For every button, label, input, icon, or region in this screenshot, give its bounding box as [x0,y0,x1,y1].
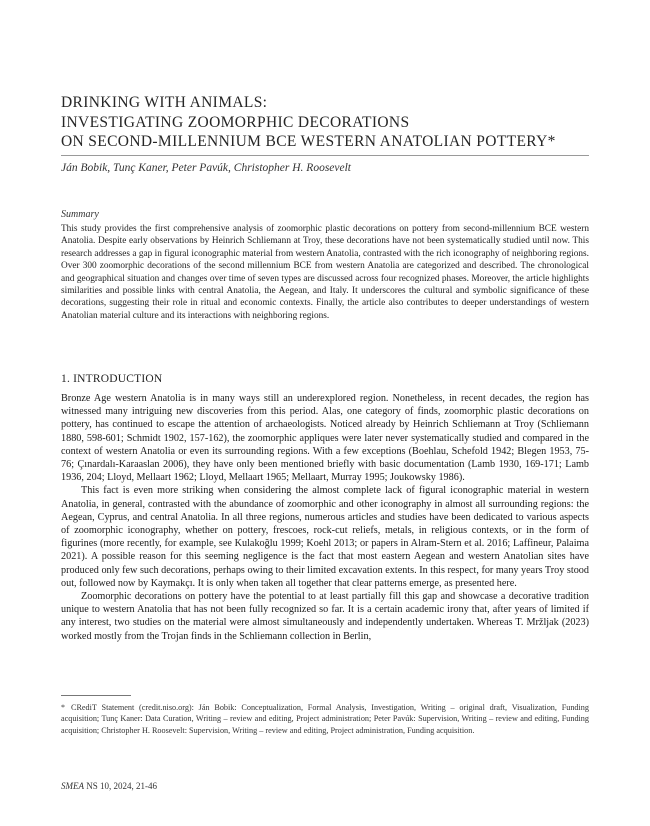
footnote-divider [61,695,131,696]
article-title [61,93,589,152]
summary-text: This study provides the first comprehensive analysis of zoomorphic plastic decorations on pottery from second-millennium BCE western Anatolia. Despite early observations by Heinrich Schliemann at Troy, these decorations have not been systematically studied until now. This research addresses a gap in figural iconographic material from western Anatolia, contrasted with the rich iconography of neighboring regions. Over 300 zoomorphic decorations of the second millennium BCE from western Anatolia are categorized and described. The chronological and geographical situation and changes over time of seven types are discussed across four recognized phases. Moreover, the article highlights similarities and possible links with central Anatolia, the Aegean, and Italy. It underscores the cultural and symbolic significance of these decorations, suggesting their role in ritual and economic contexts. Finally, the article also contributes to deeper understandings of western Anatolian material culture and its interactions with neighboring regions. [61,224,589,321]
title-line-1: DRINKING WITH ANIMALS: [61,94,268,111]
body-paragraph-3: Zoomorphic decorations on pottery have the potential to at least partially fill this gap and showcase a decorative tradition unique to western Anatolia that has not been fully recognized so far. It is a certain academic irony that, after years of limited if any interest, two studies on the material were almost simultaneously and independently undertaken. Whereas T. Mržljak (2023) worked mostly from the Trojan finds in the Schliemann collection in Berlin, [61,591,589,642]
title-line-3: ON SECOND-MILLENNIUM BCE WESTERN ANATOLIAN POTTERY* [61,133,556,150]
author-list: Ján Bobik, Tunç Kaner, Peter Pavúk, Christopher H. Roosevelt [61,162,352,174]
footnote-text: CRediT Statement (credit.niso.org): Ján Bobik: Conceptualization, Formal Analysis, Investigation, Writing – original draft, Visualization, Funding acquisition; Tunç Kaner: Data Curation, Writing – review and editing, Project administration; Peter Pavúk: Supervision, Writing – review and editing, Funding acquisition; Christopher H. Roosevelt: Supervision, Writing – review and editing, Project administration, Funding acquisition. [61,703,589,735]
page-footer [61,781,157,791]
title-divider [61,155,589,156]
footnote [61,702,589,736]
body-text [61,392,589,643]
footnote-mark: * [61,703,65,712]
body-paragraph-1: Bronze Age western Anatolia is in many ways still an underexplored region. Nonetheless, in recent decades, the region has witnessed many intriguing new discoveries from this period. Alas, one category of finds, zoomorphic plastic decorations on pottery, has continued to escape the attention of archaeologists. Noticed already by Heinrich Schliemann at Troy (Schliemann 1880, 598-601; Schmidt 1902, 157-162), the zoomorphic appliques were later never systematically studied and compared in the context of western Anatolia or even its surrounding regions. With a few exceptions (Boehlau, Schefold 1942; Blegen 1953, 75-76; Çınardalı-Karaaslan 2006), they have only been mentioned briefly with basic documentation (Lamb 1930, 169-171; Lamb 1936, 204; Lloyd, Mellaart 1962; Lloyd, Mellaart 1965; Mellaart, Murray 1995; Joukowsky 1986). [61,393,589,484]
summary-label: Summary [61,209,99,220]
journal-name: SMEA [61,781,84,791]
title-line-2: INVESTIGATING ZOOMORPHIC DECORATIONS [61,113,410,131]
journal-citation: NS 10, 2024, 21-46 [84,781,158,791]
body-paragraph-2: This fact is even more striking when considering the almost complete lack of figural iconographic material in western Anatolia, in general, contrasted with the abundance of zoomorphic and other iconography in almost all surrounding regions: the Aegean, Cyprus, and central Anatolia. In all three regions, numerous articles and studies have been dedicated to various aspects of zoomorphic iconography, whether on pottery, frescoes, rock-cut reliefs, metals, in religious contexts, or in the form of figurines (more recently, for example, see Kulakoğlu 1999; Koehl 2013; or papers in Alram-Stern et al. 2016; Laffineur, Palaima 2021). A possible reason for this seeming negligence is the fact that most eastern Aegean and western Anatolian sites have produced only few such decorations, perhaps owing to their limited excavation extents. In this respect, for many years Troy stood out, followed now by Kaymakçı. It is only when taken all together that clear patterns emerge, as presented here. [61,485,589,589]
section-heading: 1. INTRODUCTION [61,373,163,385]
